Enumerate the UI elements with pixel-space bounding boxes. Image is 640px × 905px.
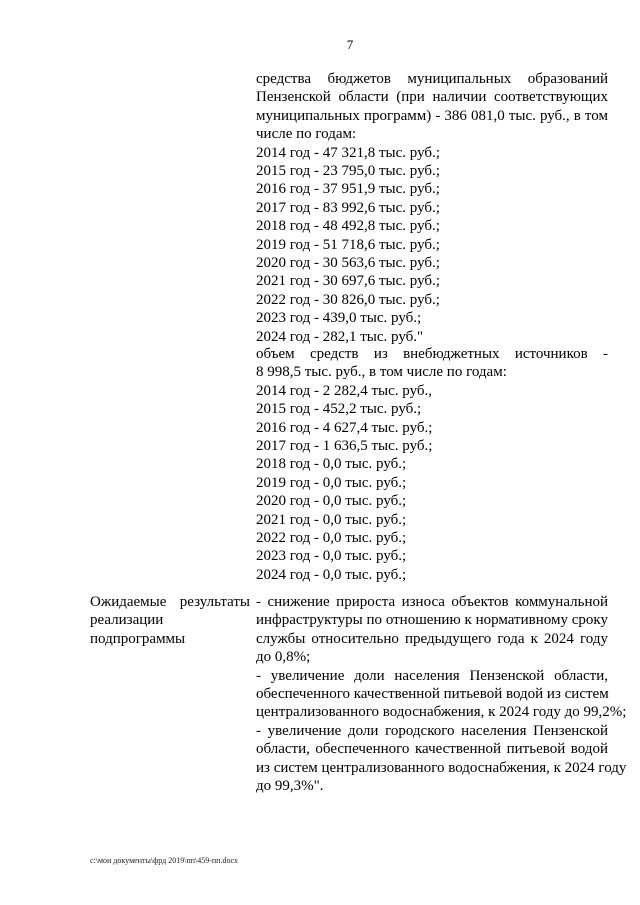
extra-year-line: 2022 год - 0,0 тыс. руб.; <box>256 530 407 547</box>
result-item-line: до 99,3%". <box>256 778 324 795</box>
result-item-line: обеспеченного качественной питьевой водой из систем <box>256 686 609 703</box>
results-label-line: Ожидаемые результаты <box>90 594 250 610</box>
results-label-line: подпрограммы <box>90 630 186 647</box>
budget-year-line: 2016 год - 37 951,9 тыс. руб.; <box>256 181 440 198</box>
budget-year-line: 2024 год - 282,1 тыс. руб." <box>256 328 424 345</box>
budget-year-line: 2021 год - 30 697,6 тыс. руб.; <box>256 273 440 290</box>
municipal-budgets-funding-block <box>256 70 608 346</box>
results-label-line: реализации <box>90 612 164 629</box>
page-number: 7 <box>346 37 354 52</box>
budget-year-line: 2015 год - 23 795,0 тыс. руб.; <box>256 163 440 180</box>
budget-year-line: 2023 год - 439,0 тыс. руб.; <box>256 310 422 327</box>
budget-year-line: 2020 год - 30 563,6 тыс. руб.; <box>256 255 440 272</box>
result-item-line: до 0,8%; <box>256 649 311 666</box>
result-item-line: централизованного водоснабжения, к 2024 году до 99,2%; <box>256 704 627 721</box>
budget-year-line: 2019 год - 51 718,6 тыс. руб.; <box>256 236 440 253</box>
expected-results-list <box>256 593 627 795</box>
extra-year-line: 2018 год - 0,0 тыс. руб.; <box>256 456 407 473</box>
budgets-intro-line: средства бюджетов муниципальных образований <box>256 71 608 87</box>
result-item-line: - увеличение доли населения Пензенской области, <box>256 667 608 684</box>
result-item-line: инфраструктуры по отношению к нормативному сроку <box>256 612 608 629</box>
extra-year-line: 2023 год - 0,0 тыс. руб.; <box>256 548 407 565</box>
budgets-intro-line: муниципальных программ) - 386 081,0 тыс. руб., в том <box>256 107 608 124</box>
extra-year-line: 2021 год - 0,0 тыс. руб.; <box>256 511 407 528</box>
extrabudgetary-funding-block <box>256 345 608 584</box>
budgets-intro-line: числе по годам: <box>256 126 357 143</box>
extra-year-line: 2024 год - 0,0 тыс. руб.; <box>256 566 407 583</box>
result-item-line: службы относительно предыдущего года к 2024 году <box>256 630 608 647</box>
extra-year-line: 2017 год - 1 636,5 тыс. руб.; <box>256 438 433 455</box>
extra-intro-line: объем средств из внебюджетных источников - <box>256 346 608 362</box>
result-item-line: - снижение прироста износа объектов коммунальной <box>256 594 608 610</box>
result-item-line: - увеличение доли городского населения Пензенской <box>256 722 608 739</box>
budget-year-line: 2022 год - 30 826,0 тыс. руб.; <box>256 291 440 308</box>
budgets-intro-line: Пензенской области (при наличии соответствующих <box>256 89 608 106</box>
expected-results-label <box>90 593 250 648</box>
budget-year-line: 2014 год - 47 321,8 тыс. руб.; <box>256 144 440 161</box>
file-path-footer: c:\мои документы\фрд 2019\пп\459-пп.docx <box>90 856 238 865</box>
extra-intro-line: 8 998,5 тыс. руб., в том числе по годам: <box>256 364 507 381</box>
extra-year-line: 2019 год - 0,0 тыс. руб.; <box>256 474 407 491</box>
budget-year-line: 2018 год - 48 492,8 тыс. руб.; <box>256 218 440 235</box>
extra-year-line: 2014 год - 2 282,4 тыс. руб., <box>256 382 433 399</box>
extra-year-line: 2020 год - 0,0 тыс. руб.; <box>256 493 407 510</box>
budget-year-line: 2017 год - 83 992,6 тыс. руб.; <box>256 199 440 216</box>
extra-year-line: 2015 год - 452,2 тыс. руб.; <box>256 401 422 418</box>
extra-year-line: 2016 год - 4 627,4 тыс. руб.; <box>256 419 433 436</box>
result-item-line: области, обеспеченного качественной питьевой водой <box>256 741 608 758</box>
result-item-line: из систем централизованного водоснабжения, к 2024 году <box>256 759 627 776</box>
